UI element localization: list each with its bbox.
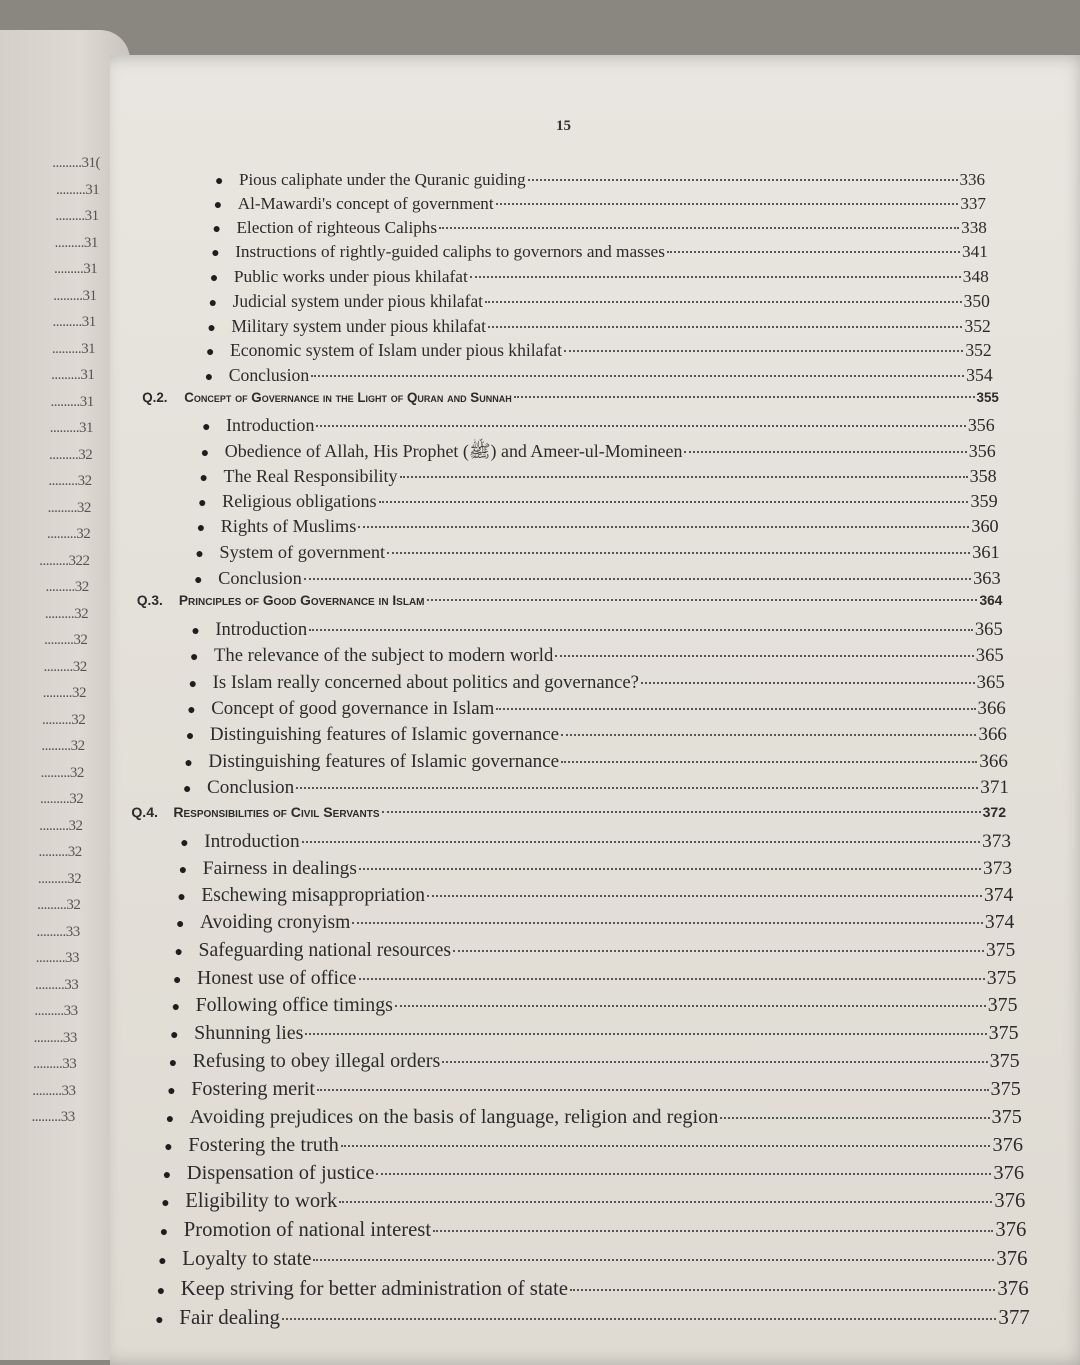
left-page-ref: .........31: [53, 261, 98, 277]
page-ref: 361: [972, 541, 1000, 562]
toc-section: [131, 804, 1006, 820]
left-page-ref: .........32: [41, 738, 85, 754]
entry-title: Eschewing misappropriation: [201, 884, 426, 906]
page-ref: 376: [996, 1247, 1028, 1271]
bullet-icon: ●: [188, 676, 198, 692]
entry-title: Fostering merit: [191, 1077, 316, 1100]
page-ref: 358: [969, 465, 997, 486]
toc-entry: [155, 1305, 1030, 1330]
dot-leader: [282, 1318, 996, 1320]
bullet-icon: ●: [196, 521, 206, 537]
page-ref: 376: [995, 1218, 1027, 1241]
bullet-icon: ●: [168, 1055, 178, 1071]
bullet-icon: ●: [198, 495, 207, 511]
left-page-ref: .........31: [52, 314, 96, 330]
bullet-icon: ●: [162, 1167, 172, 1183]
bullet-icon: ●: [159, 1224, 169, 1240]
left-page-ref: .........32: [37, 897, 81, 913]
entry-title: Al-Mawardi's concept of government: [237, 194, 494, 213]
bullet-icon: ●: [202, 420, 211, 436]
page-ref: 352: [964, 315, 991, 336]
dot-leader: [387, 552, 970, 554]
page-ref: 375: [988, 1022, 1019, 1044]
entry-title: Fostering the truth: [188, 1133, 339, 1156]
page-ref: 375: [989, 1049, 1020, 1072]
entry-title: System of government: [219, 541, 386, 562]
bullet-icon: ●: [171, 1000, 181, 1016]
left-page-ref: .........31: [50, 393, 94, 410]
page-ref: 375: [990, 1077, 1021, 1100]
left-page-ref: .........33: [34, 1003, 78, 1019]
bullet-icon: ●: [212, 222, 221, 238]
bullet-icon: ●: [175, 917, 185, 933]
question-number: Q.2.: [142, 390, 168, 406]
left-page-ref: .........32: [40, 764, 84, 781]
entry-title: The Real Responsibility: [223, 465, 398, 486]
page-ref: 376: [993, 1161, 1025, 1184]
left-page-ref: .........32: [44, 605, 89, 622]
left-page-ref: .........32: [49, 446, 93, 463]
toc-entry: [187, 698, 1006, 720]
left-page-ref: .........32: [42, 685, 86, 701]
toc-entry: [210, 267, 989, 287]
page-ref: 365: [974, 619, 1003, 641]
dot-leader: [317, 1089, 989, 1091]
entry-title: Instructions of rightly-guided caliphs to governors and masses: [235, 242, 665, 262]
bullet-icon: ●: [178, 862, 188, 878]
dot-leader: [720, 1117, 989, 1119]
dot-leader: [564, 350, 963, 352]
page-ref: 375: [991, 1105, 1022, 1128]
entry-title: Safeguarding national resources: [198, 939, 452, 962]
bullet-icon: ●: [207, 320, 216, 336]
entry-title: Dispensation of justice: [186, 1161, 375, 1184]
bullet-icon: ●: [195, 546, 204, 562]
entry-title: Judicial system under pious khilafat: [232, 291, 484, 312]
page-ref: 363: [973, 567, 1001, 588]
entry-title: Refusing to obey illegal orders: [192, 1049, 441, 1072]
bullet-icon: ●: [213, 198, 223, 213]
entry-title: Keep striving for better administration of state: [180, 1275, 569, 1300]
dot-leader: [561, 761, 977, 763]
bullet-icon: ●: [208, 296, 218, 312]
toc-section: [137, 593, 1003, 608]
left-page-ref: .........322: [39, 552, 90, 569]
dot-leader: [528, 179, 958, 181]
dot-leader: [311, 375, 964, 377]
toc-entry: [161, 1190, 1025, 1213]
dot-leader: [379, 501, 969, 503]
bullet-icon: ●: [211, 246, 220, 262]
entry-title: Conclusion: [207, 777, 295, 799]
page-ref: 350: [963, 291, 990, 312]
dot-leader: [470, 276, 961, 278]
toc-entry: [202, 415, 995, 436]
dot-leader: [453, 950, 984, 952]
entry-title: Concept of Governance in the Light of Quran and Sunnah: [184, 390, 512, 406]
entry-title: Principles of Good Governance in Islam: [178, 593, 425, 609]
dot-leader: [555, 655, 973, 657]
entry-title: Election of righteous Caliphs: [236, 218, 438, 238]
left-page-ref: .........32: [47, 499, 91, 516]
toc-entry: [205, 365, 993, 386]
left-page-ref: .........31: [56, 181, 100, 198]
dot-leader: [305, 1033, 986, 1035]
page-ref: 374: [984, 912, 1015, 934]
page-ref: 373: [982, 830, 1012, 852]
page-ref: 376: [992, 1133, 1024, 1156]
dot-leader: [304, 578, 971, 580]
entry-title: Concept of good governance in Islam: [211, 697, 495, 719]
toc-entry: [163, 1162, 1024, 1185]
bullet-icon: ●: [206, 345, 215, 361]
bullet-icon: ●: [177, 889, 186, 905]
left-page-ref: .........31: [54, 234, 98, 251]
left-page-ref: .........33: [32, 1082, 76, 1099]
dot-leader: [302, 841, 981, 843]
page-ref: 338: [961, 218, 987, 238]
page-ref: 355: [976, 390, 999, 406]
toc-entry: [172, 994, 1018, 1017]
toc-entry: [195, 542, 999, 563]
dot-leader: [561, 734, 976, 736]
entry-title: Conclusion: [228, 365, 310, 386]
entry-title: Introduction: [204, 830, 300, 852]
bullet-icon: ●: [189, 650, 199, 666]
entry-title: Loyalty to state: [182, 1247, 312, 1271]
left-page-ref: .........31: [49, 420, 93, 436]
bullet-icon: ●: [199, 470, 208, 486]
entry-title: Eligibility to work: [185, 1190, 338, 1213]
bullet-icon: ●: [155, 1312, 164, 1328]
toc-entry: [209, 291, 990, 312]
left-page-ref: .........32: [45, 579, 89, 595]
dot-leader: [359, 978, 985, 980]
left-page-ref: .........32: [37, 870, 82, 887]
page-ref: 371: [980, 777, 1009, 799]
bullet-icon: ●: [184, 755, 193, 771]
left-page-ref: .........32: [46, 526, 91, 542]
bullet-icon: ●: [173, 972, 182, 988]
toc-entry: [194, 568, 1001, 589]
bullet-icon: ●: [191, 624, 200, 640]
toc-entry: [206, 340, 992, 361]
dot-leader: [439, 227, 959, 229]
toc-entry: [160, 1219, 1027, 1242]
page-ref: 376: [994, 1190, 1026, 1213]
toc-entry: [215, 170, 985, 190]
dot-leader: [400, 476, 968, 478]
dot-leader: [496, 203, 959, 205]
toc-section: [142, 390, 999, 405]
page-ref: 341: [961, 242, 988, 262]
bullet-icon: ●: [185, 729, 195, 745]
toc-entry: [169, 1050, 1020, 1073]
left-page-ref: .........32: [39, 817, 83, 834]
page-ref: 375: [986, 966, 1017, 989]
left-page-ref: .........32: [39, 791, 84, 807]
dot-leader: [496, 708, 975, 710]
page-ref: 366: [978, 724, 1007, 746]
page-ref: 359: [970, 490, 998, 511]
page-ref: 374: [983, 884, 1014, 906]
entry-title: Promotion of national interest: [183, 1218, 432, 1241]
toc-entry: [167, 1078, 1021, 1101]
entry-title: Introduction: [215, 619, 308, 641]
entry-title: Following office timings: [195, 994, 393, 1017]
page-ref: 375: [987, 994, 1018, 1017]
entry-title: Shunning lies: [194, 1022, 304, 1044]
question-number: Q.4.: [131, 804, 158, 821]
left-page-ref: .........33: [31, 1109, 75, 1125]
toc-entry: [199, 466, 996, 487]
page-ref: 352: [965, 340, 992, 361]
entry-title: Fairness in dealings: [202, 857, 357, 879]
entry-title: Rights of Muslims: [220, 516, 357, 537]
dot-leader: [296, 787, 978, 789]
bullet-icon: ●: [164, 1139, 173, 1155]
dot-leader: [352, 922, 983, 924]
toc-entry: [180, 831, 1011, 853]
toc-entry: [201, 440, 996, 466]
toc-entry: [176, 912, 1014, 934]
bullet-icon: ●: [200, 446, 210, 462]
page-ref: 377: [998, 1304, 1030, 1329]
toc-entry: [186, 724, 1007, 746]
page-ref: 373: [983, 857, 1013, 879]
bullet-icon: ●: [180, 835, 189, 851]
bullet-icon: ●: [174, 945, 183, 961]
left-page-ref: .........33: [36, 923, 80, 940]
left-page-ref: .........31(: [52, 155, 100, 171]
page-ref: 366: [977, 697, 1006, 719]
entry-title: Economic system of Islam under pious khilafat: [230, 340, 562, 361]
toc-entry: [189, 672, 1005, 694]
left-page-ref: .........31: [55, 208, 99, 224]
entry-title: Introduction: [226, 415, 315, 436]
toc-entry: [212, 218, 986, 238]
page-ref: 337: [960, 194, 986, 213]
toc-entry: [207, 316, 990, 337]
toc-entry: [214, 194, 986, 214]
toc-entry: [175, 939, 1016, 962]
dot-leader: [433, 1230, 993, 1232]
dot-leader: [427, 895, 982, 897]
entry-title: Avoiding cronyism: [199, 912, 351, 934]
dot-leader: [641, 682, 975, 684]
page-ref: 372: [982, 804, 1007, 821]
entry-title: Distinguishing features of Islamic governance: [209, 724, 560, 746]
dot-leader: [339, 1201, 992, 1203]
dot-leader: [316, 425, 965, 427]
page-number: 15: [556, 118, 571, 134]
entry-title: Distinguishing features of Islamic governance: [208, 750, 560, 772]
left-page-ref: .........32: [43, 658, 87, 675]
entry-title: The relevance of the subject to modern world: [213, 645, 554, 667]
dot-leader: [395, 1005, 986, 1007]
bullet-icon: ●: [167, 1083, 176, 1099]
entry-title: Conclusion: [218, 567, 302, 588]
page-ref: 356: [968, 441, 996, 462]
entry-title: Public works under pious khilafat: [233, 266, 468, 286]
dot-leader: [358, 526, 969, 528]
dot-leader: [341, 1145, 991, 1147]
page-ref: 375: [985, 939, 1016, 962]
bullet-icon: ●: [187, 702, 196, 718]
bullet-icon: ●: [158, 1254, 167, 1270]
toc-entry: [177, 885, 1013, 907]
page-ref: 364: [979, 593, 1003, 609]
left-page-ref: .........32: [38, 844, 82, 860]
page-ref: 348: [962, 266, 989, 286]
left-page-ref: .........31: [53, 287, 97, 304]
dot-leader: [485, 301, 962, 303]
left-page-ref: .........32: [44, 632, 88, 648]
dot-leader: [514, 396, 975, 398]
page-ref: 356: [967, 415, 995, 436]
dot-leader: [570, 1289, 995, 1291]
bullet-icon: ●: [194, 572, 203, 588]
left-page-ref: .........32: [42, 711, 86, 728]
toc-entry: [157, 1276, 1029, 1301]
entry-title: Obedience of Allah, His Prophet (ﷺ) and Ameer-ul-Momineen: [224, 441, 683, 462]
toc-entry: [173, 967, 1016, 990]
toc-entry: [183, 777, 1009, 799]
left-page-ref: .........33: [35, 976, 79, 993]
dot-leader: [684, 451, 966, 453]
toc-entry: [158, 1247, 1027, 1271]
toc-entry: [184, 751, 1007, 773]
dot-leader: [359, 868, 981, 870]
toc-entry: [170, 1022, 1018, 1045]
entry-title: Avoiding prejudices on the basis of language, religion and region: [189, 1105, 719, 1128]
bullet-icon: ●: [204, 370, 214, 386]
left-page-ref: .........33: [35, 950, 79, 966]
bullet-icon: ●: [183, 782, 192, 798]
dot-leader: [382, 811, 981, 813]
page-ref: 365: [976, 671, 1005, 693]
dot-leader: [442, 1061, 987, 1063]
left-page-ref: .........31: [51, 367, 95, 383]
bullet-icon: ●: [161, 1196, 170, 1212]
bullet-icon: ●: [156, 1283, 166, 1299]
entry-title: Fair dealing: [179, 1304, 281, 1329]
bullet-icon: ●: [209, 270, 219, 286]
left-page-ref: .........33: [33, 1029, 77, 1046]
page-ref: 360: [971, 516, 999, 537]
dot-leader: [667, 251, 960, 253]
entry-title: Religious obligations: [222, 490, 377, 511]
entry-title: Responsibilities of Civil Servants: [173, 804, 380, 821]
question-number: Q.3.: [136, 593, 163, 609]
page-ref: 366: [979, 750, 1008, 772]
bullet-icon: ●: [215, 174, 224, 189]
toc-entry: [191, 619, 1002, 641]
page-ref: 354: [966, 365, 993, 386]
page-ref: 376: [997, 1275, 1029, 1300]
toc-entry: [166, 1106, 1022, 1129]
entry-title: Pious caliphate under the Quranic guiding: [239, 170, 526, 189]
dot-leader: [376, 1173, 991, 1175]
dot-leader: [313, 1259, 994, 1261]
entry-title: Is Islam really concerned about politics and governance?: [212, 671, 639, 693]
left-page-ref: .........31: [51, 340, 96, 357]
dot-leader: [427, 599, 978, 601]
toc-entry: [197, 516, 999, 537]
bullet-icon: ●: [165, 1111, 175, 1127]
entry-title: Military system under pious khilafat: [231, 315, 487, 336]
toc-entry: [179, 858, 1012, 880]
toc-entry: [198, 491, 998, 512]
dot-leader: [488, 326, 962, 328]
page-ref: 365: [975, 645, 1004, 667]
left-page-ref: .........33: [32, 1056, 77, 1072]
left-page-ref: .........32: [48, 473, 92, 489]
entry-title: Honest use of office: [197, 966, 357, 989]
toc-entry: [211, 242, 988, 262]
page-ref: 336: [959, 170, 985, 189]
toc-entry: [164, 1134, 1023, 1157]
bullet-icon: ●: [170, 1028, 179, 1043]
dot-leader: [309, 629, 973, 631]
toc-entry: [190, 645, 1004, 667]
